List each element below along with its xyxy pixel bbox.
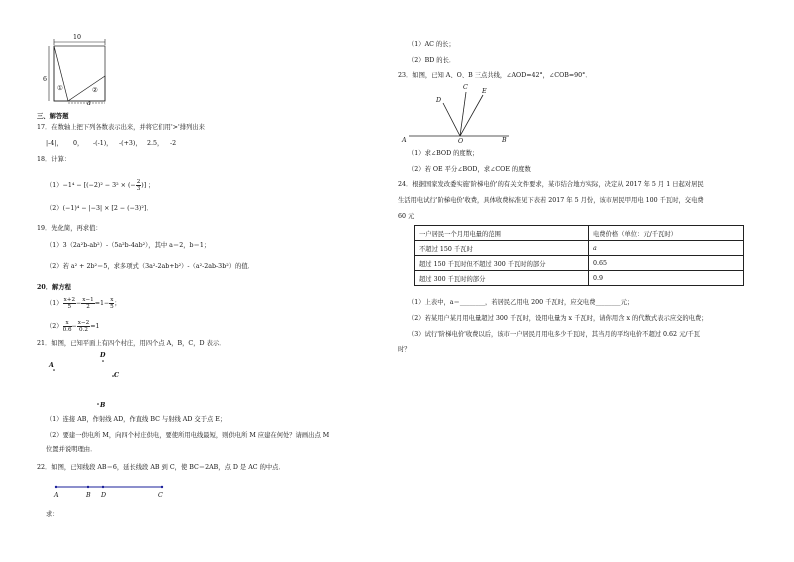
q22-point-B: B bbox=[86, 492, 91, 499]
q22-point-C: C bbox=[158, 492, 163, 499]
q22-stem: 22．如图，已知线段 AB＝6，延长线段 AB 到 C，使 BC＝2AB，点 D 是 AC 的中点． bbox=[37, 464, 285, 471]
q20-eq1-end: ； bbox=[114, 300, 121, 307]
fig-height-label: 6 bbox=[43, 76, 48, 83]
q20-eq2 bbox=[46, 320, 100, 333]
q19-part2: （2）若 a² + 2b²＝5，求多项式（3a²-2ab+b²）-（a²-2ab-3b²）的值． bbox=[46, 263, 254, 270]
q23-point-B: B bbox=[502, 137, 507, 144]
q18-part1-tail: )] ； bbox=[141, 182, 155, 189]
table-header-row bbox=[415, 226, 744, 241]
q23-part1: （1）求∠BOD 的度数； bbox=[408, 150, 479, 157]
q20-eq1-minus: − bbox=[76, 300, 82, 307]
q22-point-D: D bbox=[101, 492, 107, 499]
q23-part2: （2）若 OE 平分∠BOD，求∠COE 的度数 bbox=[408, 166, 531, 173]
q23-point-O: O bbox=[458, 138, 464, 145]
q22-part2: （2）BD 的长． bbox=[408, 57, 456, 64]
table-cell: 0.65 bbox=[589, 256, 744, 271]
q22-segment-figure bbox=[50, 482, 170, 492]
q18-part2-label: （2） bbox=[46, 205, 63, 212]
q19-stem: 19．先化简，再求值： bbox=[37, 225, 102, 232]
fig-width-label: 10 bbox=[73, 34, 82, 41]
q20-eq2-label: （2） bbox=[46, 323, 63, 330]
table-cell: 超过 300 千瓦时的部分 bbox=[415, 271, 589, 286]
table-row bbox=[415, 241, 744, 256]
q23-point-A: A bbox=[402, 137, 407, 144]
q17-stem: 17．在数轴上把下列各数表示出来，并将它们用'>'排列出来 bbox=[37, 124, 205, 131]
q20-eq1-frac-c: $\frac{x}{5}$ bbox=[110, 297, 114, 310]
q20-eq1-equals: =1− bbox=[94, 300, 110, 307]
q20-eq2-equals: =1 bbox=[90, 323, 100, 330]
q18-part1-expr: −1⁴ − [(−2)² − 3² × (− bbox=[62, 182, 136, 189]
q18-part2 bbox=[46, 205, 153, 213]
q21-point-B: B bbox=[100, 402, 106, 409]
q24-stem-line3: 60 元 bbox=[398, 213, 415, 220]
q24-part1: （1）上表中，a＝________，若居民乙用电 200 千瓦时，应交电费________元； bbox=[408, 299, 634, 306]
q18-part1-fraction: $\frac{2}{3}$ bbox=[136, 179, 141, 192]
q20-eq2-frac-b: $\frac{x-2}{0.2}$ bbox=[77, 320, 90, 333]
q22-point-A: A bbox=[54, 492, 59, 499]
table-cell: 不超过 150 千瓦时 bbox=[415, 241, 589, 256]
q18-stem: 18．计算： bbox=[37, 156, 71, 163]
q19-part1: （1）3（2a²b-ab²）-（5a²b-4ab²），其中 a＝2，b＝1； bbox=[46, 242, 211, 249]
q20-eq1-label: （1） bbox=[46, 300, 63, 307]
q24-stem-line1: 24．根据国家发改委实施'阶梯电价'的有关文件要求，某市结合地方实际，决定从 2017 年 5 月 1 日起对居民 bbox=[398, 181, 704, 188]
q24-price-table bbox=[414, 225, 744, 286]
q22-ask: 求： bbox=[46, 511, 59, 518]
q21-points-figure bbox=[40, 350, 130, 410]
q21-part2-line2: 位置并说明理由． bbox=[46, 446, 97, 453]
q21-point-A: A bbox=[49, 362, 54, 369]
q21-part2-line1: （2）要建一供电所 M，向四个村庄供电，要使所用电线最短，则供电所 M 应建在何处？请画出点 M bbox=[46, 432, 330, 439]
section-heading: 三、解答题 bbox=[37, 113, 69, 120]
q21-part1: （1）连接 AB，作射线 AD，作直线 BC 与射线 AD 交于点 E； bbox=[46, 416, 227, 423]
table-header-cell: 电费价格（单位：元/千瓦时） bbox=[589, 226, 744, 241]
fig-a-label: a bbox=[87, 100, 91, 107]
q24-part3-line2: 时？ bbox=[398, 346, 411, 353]
q24-part2: （2）若某用户某月用电量超过 300 千瓦时，设用电量为 x 千瓦时，请你用含 x 的代数式表示应交的电费； bbox=[408, 315, 708, 322]
q22-part1: （1）AC 的长； bbox=[408, 41, 455, 48]
q20-eq1-frac-b: $\frac{x-1}{2}$ bbox=[82, 297, 94, 310]
q17-number: -2 bbox=[170, 140, 177, 147]
q17-number: 0， bbox=[73, 140, 84, 147]
q17-number: -(+3)， bbox=[119, 140, 142, 147]
q20-eq2-minus: − bbox=[71, 323, 77, 330]
q18-part1-label: （1） bbox=[46, 182, 63, 189]
q23-stem: 23．如图，已知 A、O、B 三点共线，∠AOD=42°，∠COB=90°． bbox=[398, 72, 592, 79]
fig-region-1-label: ① bbox=[57, 85, 63, 92]
q18-part1 bbox=[46, 179, 154, 192]
q16-rectangle-figure bbox=[40, 34, 120, 106]
q17-number: |-4|， bbox=[46, 140, 63, 147]
q21-point-C: C bbox=[114, 372, 120, 379]
q20-eq1 bbox=[46, 297, 121, 310]
table-header-cell: 一户居民一个月用电量的范围 bbox=[415, 226, 589, 241]
q21-point-D: D bbox=[100, 352, 106, 359]
q17-number: 2.5， bbox=[147, 140, 164, 147]
q20-stem: 20．解方程 bbox=[37, 284, 71, 291]
q17-number: -(-1)， bbox=[93, 140, 113, 147]
q20-eq2-frac-a: $\frac{x}{0.6}$ bbox=[62, 320, 72, 333]
fig-region-2-label: ② bbox=[92, 87, 98, 94]
q24-stem-line2: 生活用电试行'阶梯电价'收费，具体收费标准见下表若 2017 年 5 月份，该市居民甲用电 100 千瓦时，交电费 bbox=[398, 197, 704, 204]
table-cell: 0.9 bbox=[589, 271, 744, 286]
table-row bbox=[415, 271, 744, 286]
table-cell: a bbox=[589, 241, 744, 256]
q20-eq1-frac-a: $\frac{x+2}{5}$ bbox=[63, 297, 76, 310]
q23-point-D: D bbox=[436, 97, 442, 104]
table-cell: 超过 150 千瓦时但不超过 300 千瓦时的部分 bbox=[415, 256, 589, 271]
q24-part3-line1: （3）试行'阶梯电价'收费以后，该市一户居民月用电多少千瓦时，其当月的平均电价不超过 0.62 元/千瓦 bbox=[408, 331, 701, 338]
q23-point-C: C bbox=[463, 84, 468, 91]
q18-part2-expr: (−1)⁴ − |−3| × [2 − (−3)²]． bbox=[62, 205, 153, 212]
table-row bbox=[415, 256, 744, 271]
q21-stem: 21．如图，已知平面上有四个村庄，用四个点 A，B，C，D 表示． bbox=[37, 340, 226, 347]
q23-point-E: E bbox=[482, 88, 487, 95]
